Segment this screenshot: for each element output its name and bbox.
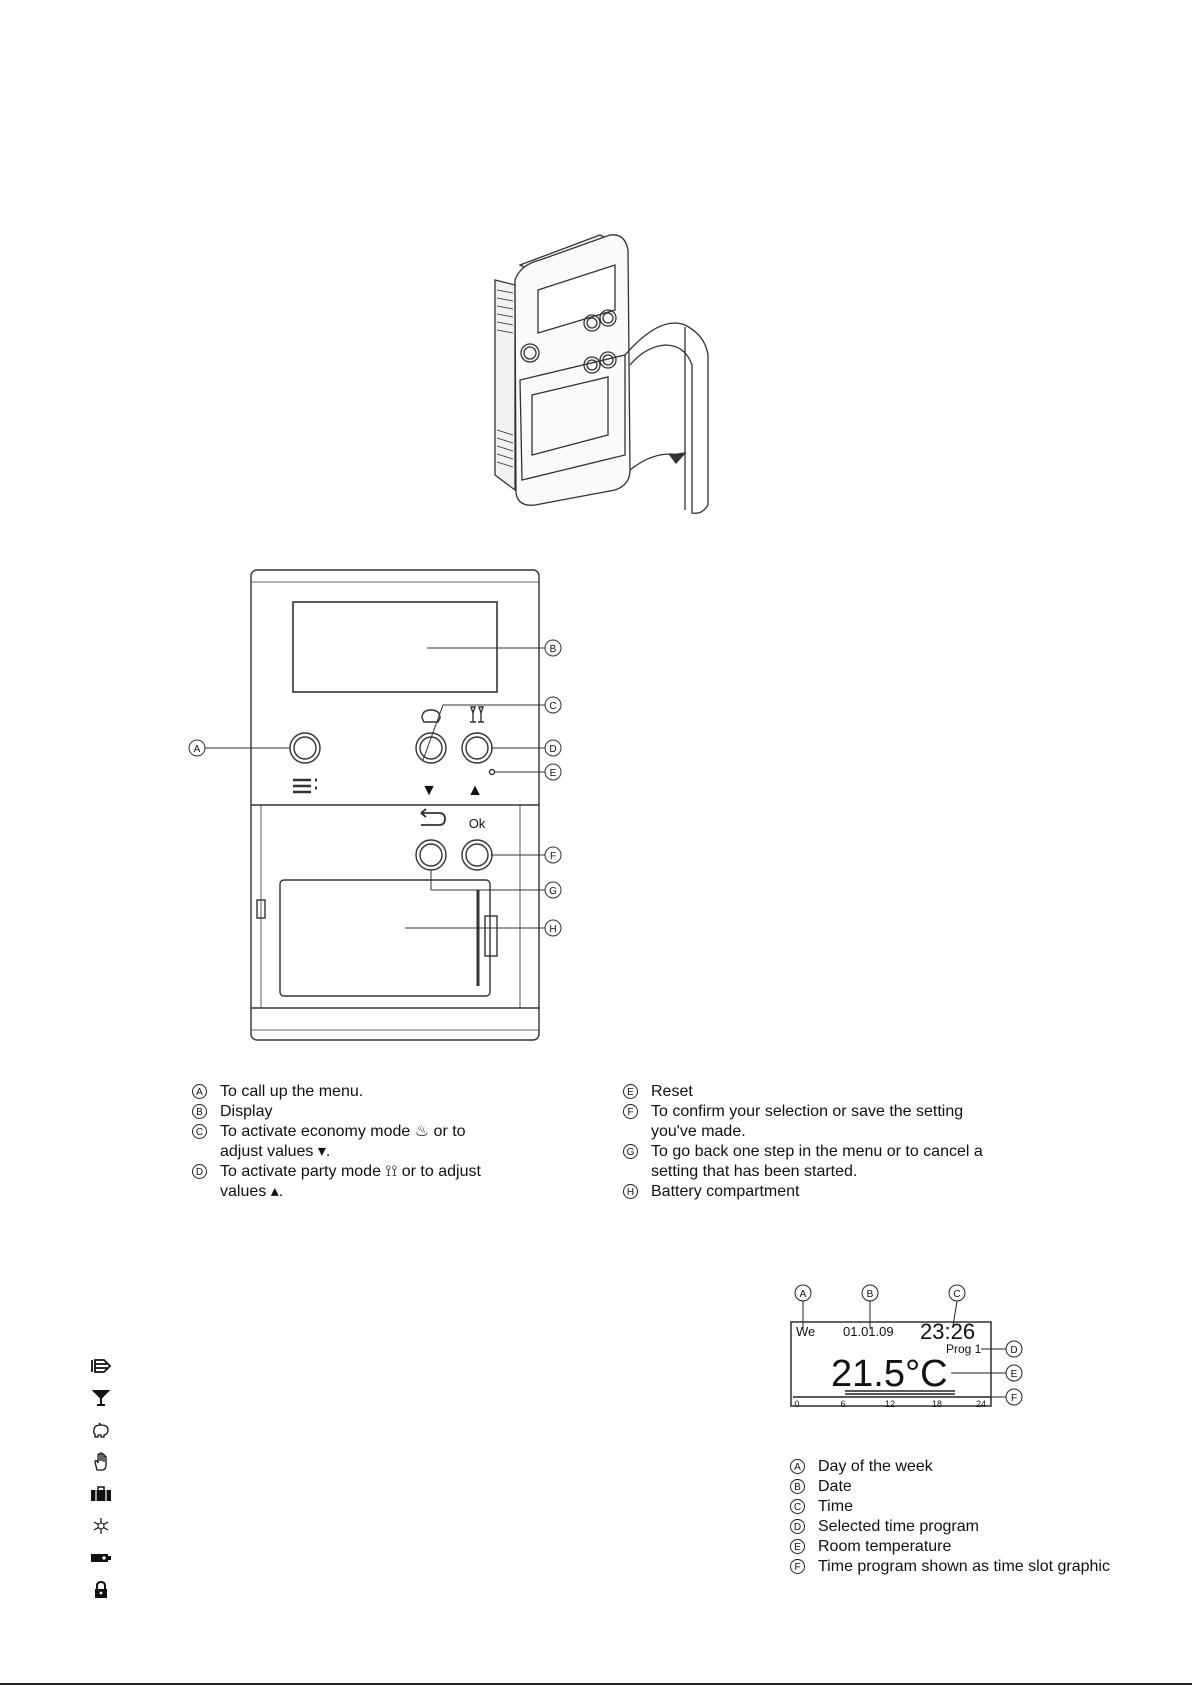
lcd-date: 01.01.09 xyxy=(843,1324,894,1339)
lcd-legend-item: F Time program shown as time slot graphic xyxy=(790,1557,1170,1577)
svg-text:B: B xyxy=(866,1289,874,1300)
lcd-legend xyxy=(790,1457,1170,1577)
lcd-legend-item: B Date xyxy=(790,1477,1170,1497)
svg-text:E: E xyxy=(1010,1369,1018,1380)
legend-item-b: B Display xyxy=(192,1102,542,1122)
legend-item-h: H Battery compartment xyxy=(623,1182,1043,1202)
legend-item-e: E Reset xyxy=(623,1082,1043,1102)
lock-icon xyxy=(86,1574,116,1606)
callout-d: D xyxy=(549,744,557,755)
lcd-scale-0: 0 xyxy=(794,1399,800,1409)
callout-a: A xyxy=(193,744,201,755)
manual-mode-icon xyxy=(86,1446,116,1478)
callout-c: C xyxy=(549,701,557,712)
legend-item-d: D To activate party mode ⟟⟟ or to adjust values ▴. xyxy=(192,1162,542,1202)
lcd-scale-12: 12 xyxy=(884,1399,896,1409)
down-arrow-icon: ▼ xyxy=(421,782,437,799)
callout-b: B xyxy=(549,644,557,655)
party-mode-icon xyxy=(86,1382,116,1414)
symbol-icon-list xyxy=(86,1350,116,1606)
svg-text:F: F xyxy=(1010,1393,1018,1404)
lcd-day: We xyxy=(796,1324,816,1339)
callout-e: E xyxy=(549,768,557,779)
svg-text:A: A xyxy=(799,1289,807,1300)
callout-f: F xyxy=(549,851,557,862)
automatic-mode-icon xyxy=(86,1350,116,1382)
device-front-diagram xyxy=(185,560,615,1060)
svg-text:D: D xyxy=(1010,1345,1018,1356)
device-perspective-illustration xyxy=(480,215,720,515)
lcd-scale-18: 18 xyxy=(931,1399,943,1409)
callout-h: H xyxy=(549,924,557,935)
legend-item-c: C To activate economy mode ♨ or to adjust values ▾. xyxy=(192,1122,542,1162)
ok-label: Ok xyxy=(468,816,486,831)
device-legend-left xyxy=(192,1082,542,1202)
lcd-display-diagram xyxy=(785,1282,1025,1417)
lcd-legend-item: E Room temperature xyxy=(790,1537,1170,1557)
lcd-scale-24: 24 xyxy=(975,1399,987,1409)
economy-mode-icon xyxy=(86,1414,116,1446)
lcd-time: 23:26 xyxy=(920,1319,976,1344)
legend-item-a: A To call up the menu. xyxy=(192,1082,542,1102)
lcd-legend-item: A Day of the week xyxy=(790,1457,1170,1477)
up-arrow-icon: ▲ xyxy=(467,782,483,799)
lcd-scale-6: 6 xyxy=(840,1399,846,1409)
lcd-legend-item: D Selected time program xyxy=(790,1517,1170,1537)
device-legend-right xyxy=(623,1082,1043,1202)
legend-item-f: F To confirm your selection or save the setting you've made. xyxy=(623,1102,1043,1142)
callout-g: G xyxy=(549,886,557,897)
lcd-program: Prog 1 xyxy=(946,1342,982,1356)
holiday-icon xyxy=(86,1478,116,1510)
legend-item-g: G To go back one step in the menu or to cancel a setting that has been started. xyxy=(623,1142,1043,1182)
frost-protection-icon xyxy=(86,1510,116,1542)
battery-icon xyxy=(86,1542,116,1574)
svg-text:C: C xyxy=(953,1289,961,1300)
lcd-temperature: 21.5°C xyxy=(831,1353,948,1395)
lcd-legend-item: C Time xyxy=(790,1497,1170,1517)
